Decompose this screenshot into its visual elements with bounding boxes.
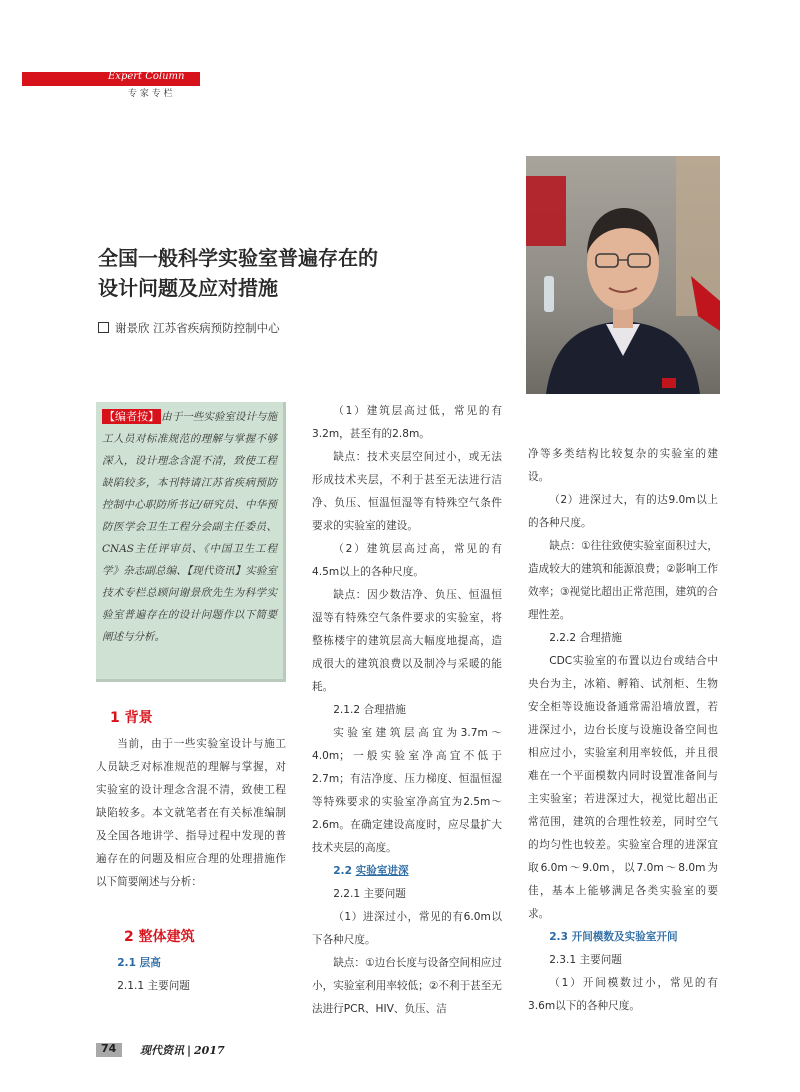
column-1: [96, 703, 286, 998]
journal-year: 2017: [194, 1044, 225, 1057]
heading-2-1: 2.1 层高: [117, 957, 161, 969]
author-name: 谢景欣 江苏省疾病预防控制中心: [115, 321, 280, 335]
heading-2-3: 2.3 开间模数及实验室开间: [549, 931, 678, 943]
heading-2-2-2: 2.2.2 合理措施: [549, 632, 622, 644]
author-portrait-illustration: [526, 156, 720, 394]
section-label-cn: 专 家 专 栏: [128, 89, 173, 99]
heading-2-3-1: 2.3.1 主要问题: [549, 954, 622, 966]
article-title-line2: 设计问题及应对措施: [98, 276, 278, 300]
col2-p7: 缺点：①边台长度与设备空间相应过小，实验室利用率较低；②不利于甚至无法进行PCR、HIV、负压、洁: [312, 957, 502, 1015]
column-3: [528, 443, 718, 1018]
author-line: [98, 320, 280, 336]
heading-2-2: [312, 860, 502, 883]
author-box-icon: [98, 322, 109, 333]
journal-footer: 现代资讯 | 2017: [140, 1044, 225, 1057]
col3-p4: CDC实验室的布置以边台或结合中央台为主，冰箱、孵箱、试剂柜、生物安全柜等设施设备通常需沿墙放置，若进深过小，边台长度与设施设备空间也相应过小，实验室利用率较低，并且很难在一个平面模数内同时设置准备间与主实验室；若进深过大，视觉比超出正常范围，建筑的合理性较差，同时空气的均匀性也较差。实验室合理的进深宜取6.0m～9.0m，以7.0m～8.0m为佳，基本上能够满足各类实验室的要求。: [528, 655, 718, 920]
heading-2-2-num: 2.2: [333, 865, 356, 877]
heading-2-1-1: 2.1.1 主要问题: [117, 980, 190, 992]
col3-p1: 净等多类结构比较复杂的实验室的建设。: [528, 448, 718, 483]
column-2: [312, 400, 502, 1021]
journal-name: 现代资讯: [140, 1044, 184, 1057]
paragraph-background: 当前，由于一些实验室设计与施工人员缺乏对标准规范的理解与掌握，对实验室的设计理念含混不清，致使工程缺陷较多。本文就笔者在有关标准编制及全国各地讲学、指导过程中发现的普遍存在的问题及相应合理的处理措施作以下简要阐述与分析：: [96, 738, 286, 888]
editor-note-box: [96, 402, 286, 682]
col2-p3: （2）建筑层高过高，常见的有4.5m以上的各种尺度。: [312, 543, 502, 578]
col2-p4: 缺点：因少数洁净、负压、恒温恒湿等有特殊空气条件要求的实验室，将整栋楼宇的建筑层高大幅度地提高，造成很大的建筑浪费以及制冷与采暖的能耗。: [312, 589, 502, 693]
col3-p3: 缺点：①往往致使实验室面积过大，造成较大的建筑和能源浪费；②影响工作效率；③视觉比超出正常范围，建筑的合理性差。: [528, 540, 718, 621]
heading-building: 2 整体建筑: [124, 929, 195, 945]
article-title: [98, 243, 378, 303]
article-title-line1: 全国一般科学实验室普遍存在的: [98, 246, 378, 270]
col2-p5: 实验室建筑层高宜为3.7m～4.0m；一般实验室净高宜不低于2.7m；有洁净度、压力梯度、恒温恒湿等特殊要求的实验室净高宜为2.5m～2.6m。在确定建设高度时，应尽量扩大技术夹层的高度。: [312, 727, 502, 854]
heading-2-2-text: 实验室进深: [355, 865, 409, 877]
heading-background: 1 背景: [110, 710, 153, 726]
col3-p2: （2）进深过大，有的达9.0m以上的各种尺度。: [528, 494, 718, 529]
editor-note: [102, 406, 277, 648]
editor-note-text: 由于一些实验室设计与施工人员对标准规范的理解与掌握不够深入，设计理念含混不清，致使工程缺陷较多，本刊特请江苏省疾病预防控制中心职防所书记/研究员、中华预防医学会卫生工程分会副主任委员、CNAS主任评审员、《中国卫生工程学》杂志副总编、【现代资讯】实验室技术专栏总顾问谢景欣先生为科学实验室普遍存在的设计问题作以下简要阐述与分析。: [102, 411, 278, 643]
editor-note-tag: 【编者按】: [104, 410, 160, 423]
author-photo: [526, 156, 720, 394]
section-label-en: Expert Column: [108, 71, 185, 82]
col2-p6: （1）进深过小，常见的有6.0m以下各种尺度。: [312, 911, 502, 946]
heading-2-2-1: 2.2.1 主要问题: [333, 888, 406, 900]
col2-p1: （1）建筑层高过低，常见的有3.2m，甚至有的2.8m。: [312, 405, 502, 440]
page-number: 74: [101, 1042, 117, 1055]
heading-2-1-2: 2.1.2 合理措施: [333, 704, 406, 716]
col2-p2: 缺点：技术夹层空间过小，或无法形成技术夹层，不利于甚至无法进行洁净、负压、恒温恒湿等有特殊空气条件要求的实验室的建设。: [312, 451, 502, 532]
col3-p5: （1）开间模数过小，常见的有3.6m以下的各种尺度。: [528, 977, 718, 1012]
